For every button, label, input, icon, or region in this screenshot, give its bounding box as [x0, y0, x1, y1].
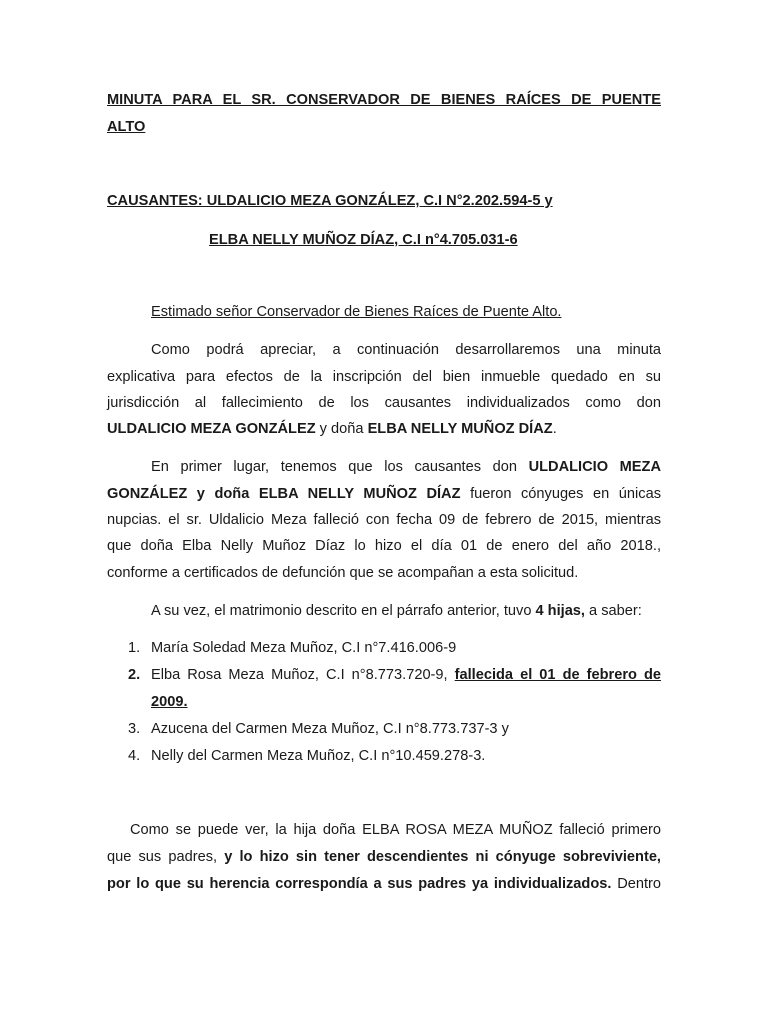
- paragraph-3: [151, 603, 642, 619]
- paragraph-1-line-1: Como podrá apreciar, a continuación desarrollaremos una minuta: [151, 342, 661, 358]
- paragraph-2-line-4: que doña Elba Nelly Muñoz Díaz lo hizo el día 01 de enero del año 2018.,: [107, 538, 661, 554]
- p2-l2-text: fueron cónyuges en únicas: [460, 486, 661, 502]
- paragraph-1-line-2: explicativa para efectos de la inscripción del bien inmueble quedado en su: [107, 369, 661, 385]
- p3-bold: 4 hijas,: [535, 603, 585, 619]
- paragraph-2-line-1: [151, 459, 661, 475]
- paragraph-1-line-3: jurisdicción al fallecimiento de los causantes individualizados como don: [107, 395, 661, 411]
- document-title-line-1: MINUTA PARA EL SR. CONSERVADOR DE BIENES RAÍCES DE PUENTE: [107, 92, 661, 108]
- list-number: 3.: [128, 721, 141, 737]
- causante-name-2: ELBA NELLY MUÑOZ DÍAZ: [367, 421, 553, 437]
- p2-l1-text: En primer lugar, tenemos que los causantes don: [151, 459, 529, 475]
- list-item-deceased-note: fallecida el 01 de febrero de: [454, 667, 661, 683]
- paragraph-4-line-2: [107, 849, 661, 865]
- paragraph-1-line-4: [107, 421, 661, 437]
- paragraph-4-line-1: Como se puede ver, la hija doña ELBA ROSA MEZA MUÑOZ falleció primero: [130, 822, 661, 838]
- salutation: Estimado señor Conservador de Bienes Raíces de Puente Alto.: [151, 304, 562, 320]
- list-item: María Soledad Meza Muñoz, C.I n°7.416.006-9: [151, 640, 457, 656]
- causante-name-1: ULDALICIO MEZA GONZÁLEZ: [107, 421, 316, 437]
- p4-l2-bold: y lo hizo sin tener descendientes ni cónyuge sobreviviente,: [224, 849, 661, 865]
- list-number: 1.: [128, 640, 141, 656]
- list-item: Azucena del Carmen Meza Muñoz, C.I n°8.773.737-3 y: [151, 721, 509, 737]
- period: .: [552, 421, 557, 437]
- connector-text: y doña: [315, 421, 368, 437]
- p4-l2-text: que sus padres,: [107, 849, 225, 865]
- paragraph-4-line-3: [107, 876, 661, 892]
- p2-l2-bold: GONZÁLEZ y doña ELBA NELLY MUÑOZ DÍAZ: [107, 486, 461, 502]
- list-item-continuation: 2009.: [151, 694, 188, 710]
- p3-text-c: a saber:: [584, 603, 642, 619]
- list-number: 2.: [128, 667, 141, 683]
- paragraph-2-line-5: conforme a certificados de defunción que se acompañan a esta solicitud.: [107, 565, 579, 581]
- p4-l3-bold: por lo que su herencia correspondía a sus padres ya individualizados.: [107, 876, 612, 892]
- causantes-line-1: CAUSANTES: ULDALICIO MEZA GONZÁLEZ, C.I N°2.202.594-5 y: [107, 193, 553, 209]
- list-item-text: Elba Rosa Meza Muñoz, C.I n°8.773.720-9,: [151, 667, 455, 683]
- list-number: 4.: [128, 748, 141, 764]
- document-title-line-2: ALTO: [107, 119, 146, 135]
- list-item: [151, 667, 661, 683]
- paragraph-2-line-3: nupcias. el sr. Uldalicio Meza falleció con fecha 09 de febrero de 2015, mientras: [107, 512, 661, 528]
- p3-text-a: A su vez, el matrimonio descrito en el párrafo anterior, tuvo: [151, 603, 536, 619]
- paragraph-2-line-2: [107, 486, 661, 502]
- list-item: Nelly del Carmen Meza Muñoz, C.I n°10.459.278-3.: [151, 748, 486, 764]
- causantes-line-2: ELBA NELLY MUÑOZ DÍAZ, C.I n°4.705.031-6: [209, 232, 518, 248]
- p4-l3-text: Dentro: [611, 876, 661, 892]
- p2-l1-bold: ULDALICIO MEZA: [528, 459, 661, 475]
